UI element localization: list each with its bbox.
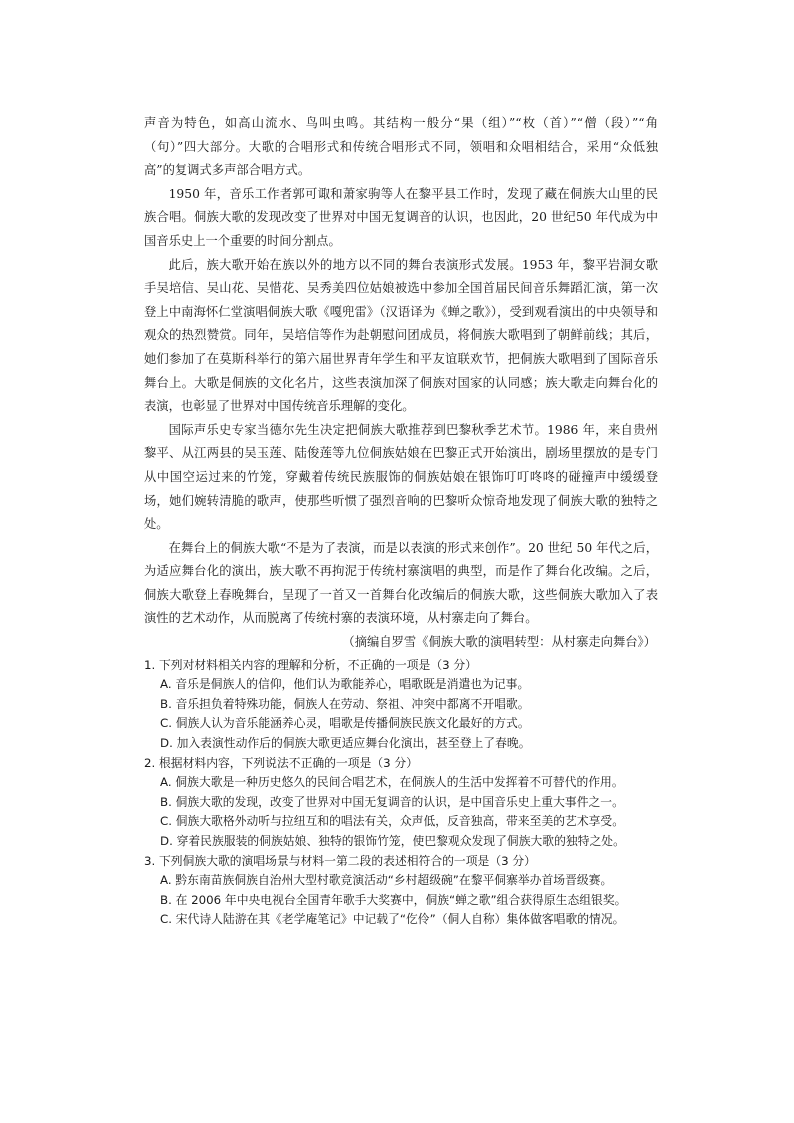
passage-paragraph-2: 1950 年，音乐工作者郭可诹和萧家驹等人在黎平县工作时，发现了藏在侗族大山里的民族合唱。侗族大歌的发现改变了世界对中国无复调音的认识，也因此，20 世纪50 年代成为中国音乐史上一个重要的时间分割点。 [144, 186, 658, 248]
question-list [144, 656, 658, 930]
option-a: A. 黔东南苗族侗族自治州大型村歌竞演活动“乡村超级碗”在黎平侗寨举办首场晋级赛。 [160, 873, 613, 888]
question-stem: 2. 根据材料内容，下列说法不正确的一项是（3 分） [144, 755, 418, 770]
exam-page [144, 112, 658, 930]
option-list [144, 773, 658, 851]
option-b: B. 音乐担负着特殊功能，侗族人在劳动、祭祖、冲突中都离不开唱歌。 [160, 696, 530, 711]
question-3 [144, 852, 658, 930]
passage-paragraph-3: 此后，族大歌开始在族以外的地方以不同的舞台表演形式发展。1953 年，黎平岩洞女歌手吴培信、吴山花、吴惜花、吴秀美四位姑娘被选中参加全国首届民间音乐舞蹈汇演，第一次登上中南海怀仁堂演唱侗族大歌《嘎兜雷》（汉语译为《蝉之歌》），受到观看演出的中央领导和观众的热烈赞赏。同年，吴培信等作为赴朝慰问团成员，将侗族大歌唱到了朝鲜前线；其后，她们参加了在莫斯科举行的第六届世界青年学生和平友谊联欢节，把侗族大歌唱到了国际音乐舞台上。大歌是侗族的文化名片，这些表演加深了侗族对国家的认同感；族大歌走向舞台化的表演，也彰显了世界对中国传统音乐理解的变化。 [144, 257, 658, 414]
question-stem: 1. 下列对材料相关内容的理解和分析，不正确的一项是（3 分） [144, 657, 477, 672]
passage-paragraph-1: 声音为特色，如高山流水、鸟叫虫鸣。其结构一般分“果（组）”“枚（首）”“僧（段）”“角（句）”四大部分。大歌的合唱形式和传统合唱形式不同，领唱和众唱相结合，采用“众低独高”的复调式多声部合唱方式。 [144, 116, 658, 178]
option-list [144, 675, 658, 753]
option-a: A. 音乐是侗族人的信仰，他们认为歌能养心，唱歌既是消遣也为记事。 [160, 677, 530, 692]
option-b: B. 在 2006 年中央电视台全国青年歌手大奖赛中，侗族“蝉之歌”组合获得原生态组银奖。 [160, 892, 627, 907]
question-stem: 3. 下列侗族大歌的演唱场景与材料一第二段的表述相符合的一项是（3 分） [144, 853, 536, 868]
question-2 [144, 754, 658, 852]
option-c: C. 侗族大歌格外动听与拉纽互和的唱法有关，众声低，反音独高，带来至美的艺术享受。 [160, 814, 625, 829]
option-b: B. 侗族大歌的发现，改变了世界对中国无复调音的认识，是中国音乐史上重大事件之一。 [160, 794, 624, 809]
option-d: D. 加入表演性动作后的侗族大歌更适应舞台化演出，甚至登上了春晚。 [160, 736, 531, 751]
passage-paragraph-5: 在舞台上的侗族大歌“不是为了表演，而是以表演的形式来创作”。20 世纪 50 年代之后，为适应舞台化的演出，族大歌不再拘泥于传统村寨演唱的典型，而是作了舞台化改编。之后，侗族大歌登上春晚舞台，呈现了一首又一首舞台化改编后的侗族大歌，这些侗族大歌加入了表演性的艺术动作，从而脱离了传统村寨的表演环境，从村寨走向了舞台。 [144, 540, 658, 626]
option-a: A. 侗族大歌是一种历史悠久的民间合唱艺术，在侗族人的生活中发挥着不可替代的作用。 [160, 775, 624, 790]
option-c: C. 侗族人认为音乐能涵养心灵，唱歌是传播侗族民族文化最好的方式。 [160, 716, 530, 731]
passage-paragraph-4: 国际声乐史专家当德尔先生决定把侗族大歌推荐到巴黎秋季艺术节。1986 年，来自贵州黎平、从江两县的吴玉莲、陆俊莲等九位侗族姑娘在巴黎正式开始演出，剧场里摆放的是专门从中国空运过来的竹笼，穿戴着传统民族服饰的侗族姑娘在银饰叮叮咚咚的碰撞声中缓缓登场，她们婉转清脆的歌声，使那些听惯了强烈音响的巴黎听众惊奇地发现了侗族大歌的独特之处。 [144, 422, 658, 532]
option-c: C. 宋代诗人陆游在其《老学庵笔记》中记载了“仡伶”（侗人自称）集体做客唱歌的情况。 [160, 912, 625, 927]
passage-source: （摘编自罗雪《侗族大歌的演唱转型：从村寨走向舞台》） [342, 635, 656, 650]
option-d: D. 穿着民族服装的侗族姑娘、独特的银饰竹笼，使巴黎观众发现了侗族大歌的独特之处。 [160, 834, 625, 848]
option-list [144, 871, 658, 930]
reading-passage [144, 112, 658, 655]
question-1 [144, 656, 658, 754]
